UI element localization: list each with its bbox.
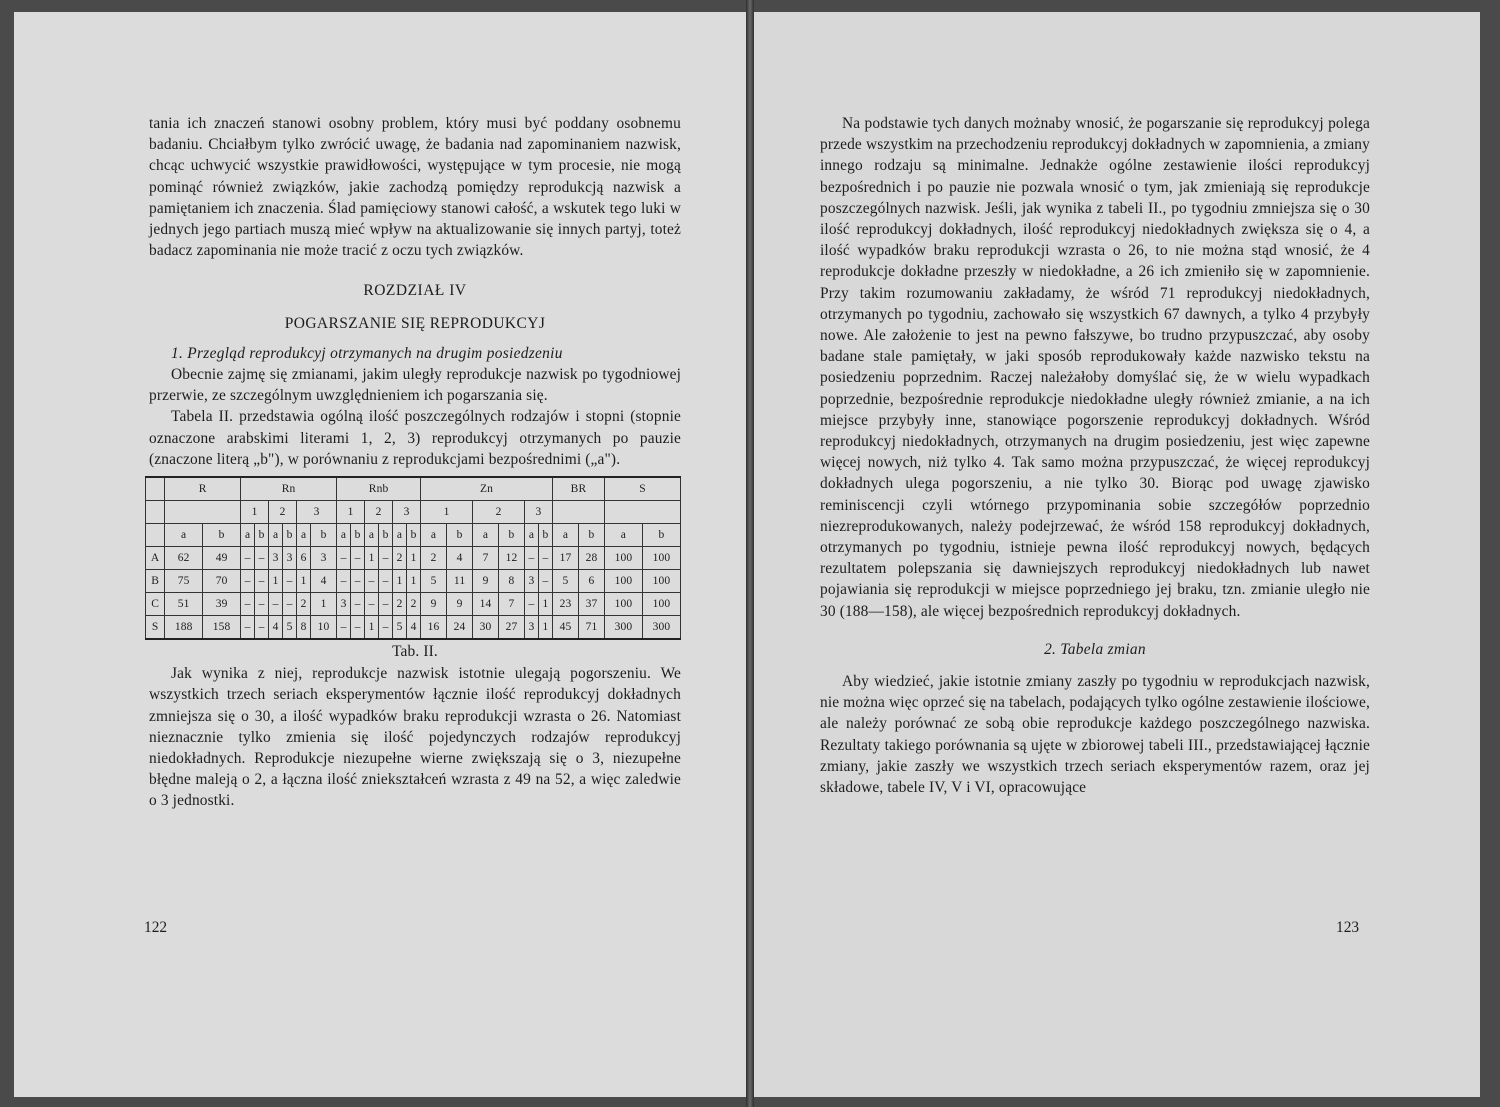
table-cell: – xyxy=(351,593,365,616)
table-cell: 1 xyxy=(311,593,337,616)
section-1-heading: 1. Przegląd reprodukcyj otrzymanych na drugim posiedzeniu xyxy=(171,344,563,362)
table-cell: – xyxy=(337,616,351,640)
row-label: S xyxy=(146,616,165,640)
table-cell: – xyxy=(351,616,365,640)
right-paragraph-2: Aby wiedzieć, jakie istotnie zmiany zaszły po tygodniu w reprodukcjach nazwisk, nie można więc oprzeć się na tabelach, podających tylko ogólne zestawienie ilościowe, ale należy porównać ze sobą obie reprodukcje każdego poszczególnego nazwiska. Rezultaty takiego porównania są ujęte w zbiorowej tabeli III., przedstawiającej łącznie zmiany, jakie zaszły we wszystkich trzech seriach eksperymentów razem, oraz jej składowe, tabele IV, V i VI, opracowujące xyxy=(820,673,1370,797)
table-ab-header: a xyxy=(337,524,351,547)
table-cell: – xyxy=(283,570,297,593)
table-ab-header: b xyxy=(351,524,365,547)
table-degree-header: 1 xyxy=(241,501,269,524)
table-cell: 5 xyxy=(421,570,447,593)
table-cell: 300 xyxy=(604,616,642,640)
table-cell: 1 xyxy=(539,593,553,616)
table-cell: 4 xyxy=(447,547,473,570)
table-cell: – xyxy=(379,616,393,640)
table-ab-header: b xyxy=(499,524,525,547)
left-paragraph-1: tania ich znaczeń stanowi osobny problem, który musi być poddany osobnemu badaniu. Chciałbym tylko zwrócić uwagę, że badania nad zapominaniem nazwisk, chcąc uchwycić wszystkie prawidłowości, występujące w tym procesie, nie mogą pominąć również związków, jakie zachodzą pomiędzy reprodukcją nazwisk a pamiętaniem ich znaczenia. Ślad pamięciowy stanowi całość, a wskutek tego luki w jednych jego partiach muszą mieć wpływ na aktualizowanie się innych partyj, toteż badacz zapominania nie może tracić z oczu tych związków. xyxy=(149,115,681,260)
table-ab-header: a xyxy=(473,524,499,547)
table-degree-header: 1 xyxy=(337,501,365,524)
table-cell: – xyxy=(379,570,393,593)
table-cell: 27 xyxy=(499,616,525,640)
left-paragraph-4: Jak wynika z niej, reprodukcje nazwisk istotnie ulegają pogorszeniu. We wszystkich trzech seriach eksperymentów łącznie ilość reprodukcyj dokładnych zmniejsza się o 30, a ilość wypadków braku reprodukcji wzrasta o 26. Natomiast nieznacznie tylko zmienia się ilość pojedynczych rodzajów reprodukcyj niedokładnych. Reprodukcje niezupełne wierne zwiększają się o 3, niezupełne błędne maleją o 2, a łączna ilość zniekształceń wzrasta z 49 na 52, a więc zaledwie o 3 jednostki. xyxy=(149,665,681,810)
table-cell: 100 xyxy=(642,570,680,593)
table-cell: 2 xyxy=(393,593,407,616)
table-cell: 2 xyxy=(297,593,311,616)
right-paragraph-1: Na podstawie tych danych możnaby wnosić, że pogarszanie się reprodukcyj polega przede wszystkim na przechodzeniu reprodukcyj dokładnych w zapomnienia, a zmiany innego rodzaju są minimalne. Jednakże ogólne zestawienie ilości reprodukcyj bezpośrednich i po pauzie nie pozwala wnosić o tym, jak zmieniają się reprodukcje poszczególnych nazwisk. Jeśli, jak wynika z tabeli II., po tygodniu zmniejsza się o 30 ilość reprodukcyj dokładnych, ilość reprodukcyj niedokładnych zwiększa się o 4, a ilość wypadków braku reprodukcji wzrasta o 26, to nie można stąd wnosić, że 4 reprodukcje dokładne przeszły w niedokładne, a 26 ich zmieniło się w zapomnienie. Przy takim rozumowaniu zakładamy, że wśród 71 reprodukcyj niedokładnych, otrzymanych po tygodniu, zachowało się wszystkich 67 dawnych, a tylko 4 przybyły nowe. Ale założenie to jest na pewno fałszywe, bo trudno przypuszczać, aby osoby badane stale pamiętały, w jaki sposób reprodukowały każde nazwisko tekstu na posiedzeniu poprzednim. Raczej należałoby domyślać się, że w wielu wypadkach poprzednie, bezpośrednie reprodukcje niedokładne uległy również zmianie, a na ich miejsce przybyły inne, stanowiące pogorszenie reprodukcyj dokładnych. Wśród reprodukcyj niedokładnych, otrzymanych na drugim posiedzeniu, jest więc zapewne więcej nowych, niż tylko 4. Tak samo można przypuszczać, że więcej reprodukcyj dokładnych ulega pogorszeniu, a nie tylko 30. Biorąc pod uwagę zjawisko reminiscencji czyli wtórnego przypominania sobie szczegółów poprzednio niezreprodukowanych, należy podejrzewać, że wśród 158 reprodukcyj dokładnych, otrzymanych po tygodniu, istnieje pewna ilość reprodukcyj nowych, będących rezultatem polepszania się dawniejszych reprodukcyj niedokładnych lub nawet pojawiania się reprodukcji w miejsce poprzedniego jej braku, tzn. zmianie uległo nie 30 (188—158), ale więcej bezpośrednich reprodukcyj dokładnych. xyxy=(820,115,1370,620)
table-cell: 2 xyxy=(407,593,421,616)
table-cell: 9 xyxy=(421,593,447,616)
table-cell: 4 xyxy=(269,616,283,640)
table-ab-header: a xyxy=(421,524,447,547)
table-cell: – xyxy=(255,616,269,640)
chapter-heading: ROZDZIAŁ IV xyxy=(363,282,467,300)
table-cell: 51 xyxy=(165,593,203,616)
table-group-header: Rn xyxy=(241,477,337,501)
table-cell: 62 xyxy=(165,547,203,570)
table-cell: 49 xyxy=(203,547,241,570)
table-ab-header: a xyxy=(365,524,379,547)
table-cell: 70 xyxy=(203,570,241,593)
table-ab-header: a xyxy=(165,524,203,547)
right-text-column xyxy=(820,113,1370,798)
table-ab-header: a xyxy=(241,524,255,547)
table-degree-header: 1 xyxy=(421,501,473,524)
table-degree-header: 2 xyxy=(473,501,525,524)
table-cell: – xyxy=(255,547,269,570)
left-text-column xyxy=(149,113,681,812)
table-cell: 158 xyxy=(203,616,241,640)
page-number-right: 123 xyxy=(1336,919,1360,936)
table-cell: 2 xyxy=(393,547,407,570)
table-cell: – xyxy=(337,570,351,593)
table-cell: 17 xyxy=(553,547,579,570)
table-header-degrees xyxy=(146,501,681,524)
row-label: A xyxy=(146,547,165,570)
table-cell: – xyxy=(255,593,269,616)
table-cell: 24 xyxy=(447,616,473,640)
table-cell: 39 xyxy=(203,593,241,616)
table-cell: 10 xyxy=(311,616,337,640)
table-ab-header: b xyxy=(578,524,604,547)
table-cell: – xyxy=(525,547,539,570)
table-caption: Tab. II. xyxy=(392,643,438,661)
table-cell: 3 xyxy=(311,547,337,570)
table-cell: 5 xyxy=(283,616,297,640)
table-cell: 30 xyxy=(473,616,499,640)
table-cell: 4 xyxy=(407,616,421,640)
table-cell: 8 xyxy=(297,616,311,640)
table-cell: – xyxy=(241,547,255,570)
table-ab-header: a xyxy=(269,524,283,547)
table-cell: 16 xyxy=(421,616,447,640)
page-number-left: 122 xyxy=(144,919,168,936)
table-cell: 1 xyxy=(365,547,379,570)
row-label: C xyxy=(146,593,165,616)
table-cell: 7 xyxy=(499,593,525,616)
table-cell: – xyxy=(365,570,379,593)
table-cell: 28 xyxy=(578,547,604,570)
table-cell: 1 xyxy=(407,570,421,593)
table-cell: 1 xyxy=(393,570,407,593)
table-group-header: R xyxy=(165,477,241,501)
table-cell: 188 xyxy=(165,616,203,640)
table-degree-header: 3 xyxy=(393,501,421,524)
table-degree-header: 3 xyxy=(525,501,553,524)
table-row xyxy=(146,593,681,616)
table-cell: – xyxy=(241,616,255,640)
table-ab-header: a xyxy=(553,524,579,547)
table-cell: 6 xyxy=(578,570,604,593)
table-cell: 100 xyxy=(642,547,680,570)
left-paragraph-2: Obecnie zajmę się zmianami, jakim uległy reprodukcje nazwisk po tygodniowej przerwie, ze szczególnym uwzględnieniem ich pogarszania się. xyxy=(149,366,681,405)
table-cell: 11 xyxy=(447,570,473,593)
table-degree-header: 2 xyxy=(365,501,393,524)
table-group-header: BR xyxy=(553,477,605,501)
table-cell: – xyxy=(269,593,283,616)
table-cell: 23 xyxy=(553,593,579,616)
table-cell: 9 xyxy=(473,570,499,593)
table-cell: 2 xyxy=(421,547,447,570)
table-cell: 100 xyxy=(604,593,642,616)
table-cell: 1 xyxy=(297,570,311,593)
table-cell: – xyxy=(241,570,255,593)
table-cell: 5 xyxy=(553,570,579,593)
table-ab-header: b xyxy=(539,524,553,547)
table-ii xyxy=(145,476,681,640)
table-cell: 45 xyxy=(553,616,579,640)
table-group-header: S xyxy=(604,477,680,501)
table-cell: 7 xyxy=(473,547,499,570)
book-gutter xyxy=(746,0,754,1107)
table-cell: – xyxy=(283,593,297,616)
table-cell: 1 xyxy=(407,547,421,570)
table-cell: – xyxy=(379,593,393,616)
table-header-ab xyxy=(146,524,681,547)
table-degree-header: 2 xyxy=(269,501,297,524)
table-ab-header: a xyxy=(604,524,642,547)
table-cell: 3 xyxy=(337,593,351,616)
table-header-groups xyxy=(146,477,681,501)
table-cell: – xyxy=(525,593,539,616)
table-degree-header: 3 xyxy=(297,501,337,524)
table-row xyxy=(146,616,681,640)
table-ab-header: a xyxy=(393,524,407,547)
table-group-header: Zn xyxy=(421,477,553,501)
table-cell: 37 xyxy=(578,593,604,616)
table-cell: – xyxy=(379,547,393,570)
table-cell: 5 xyxy=(393,616,407,640)
table-ab-header: b xyxy=(311,524,337,547)
table-ab-header: b xyxy=(283,524,297,547)
table-cell: 1 xyxy=(539,616,553,640)
left-page xyxy=(14,12,746,1097)
table-cell: 8 xyxy=(499,570,525,593)
table-cell: 300 xyxy=(642,616,680,640)
right-page xyxy=(754,12,1480,1097)
table-cell: – xyxy=(337,547,351,570)
row-label: B xyxy=(146,570,165,593)
table-ab-header: a xyxy=(297,524,311,547)
table-cell: 100 xyxy=(604,570,642,593)
table-ab-header: b xyxy=(379,524,393,547)
table-cell: 1 xyxy=(269,570,283,593)
table-group-header: Rnb xyxy=(337,477,421,501)
table-cell: 14 xyxy=(473,593,499,616)
table-ab-header: b xyxy=(255,524,269,547)
table-cell: – xyxy=(241,593,255,616)
left-paragraph-3: Tabela II. przedstawia ogólną ilość poszczególnych rodzajów i stopni (stopnie oznaczone arabskimi literami 1, 2, 3) reprodukcyj otrzymanych po pauzie (znaczone literą „b"), w porównaniu z reprodukcjami bezpośrednimi („a"). xyxy=(149,408,681,468)
table-cell: 3 xyxy=(283,547,297,570)
table-ab-header: b xyxy=(203,524,241,547)
table-cell: 9 xyxy=(447,593,473,616)
table-ab-header: b xyxy=(447,524,473,547)
table-corner xyxy=(146,477,165,501)
table-cell: 100 xyxy=(604,547,642,570)
table-cell: – xyxy=(365,593,379,616)
table-cell: – xyxy=(351,547,365,570)
table-ab-header: b xyxy=(642,524,680,547)
table-cell: 3 xyxy=(525,616,539,640)
table-row xyxy=(146,570,681,593)
table-cell: 75 xyxy=(165,570,203,593)
table-cell: 3 xyxy=(269,547,283,570)
table-cell: – xyxy=(539,570,553,593)
table-cell: 3 xyxy=(525,570,539,593)
table-ab-header: a xyxy=(525,524,539,547)
table-cell: 1 xyxy=(365,616,379,640)
table-cell: – xyxy=(539,547,553,570)
table-cell: 6 xyxy=(297,547,311,570)
table-cell: 4 xyxy=(311,570,337,593)
table-cell: – xyxy=(255,570,269,593)
table-cell: 100 xyxy=(642,593,680,616)
chapter-title: POGARSZANIE SIĘ REPRODUKCYJ xyxy=(284,314,546,332)
table-cell: – xyxy=(351,570,365,593)
table-row xyxy=(146,547,681,570)
table-cell: 71 xyxy=(578,616,604,640)
table-ab-header: b xyxy=(407,524,421,547)
section-2-heading: 2. Tabela zmian xyxy=(1044,640,1146,658)
table-cell: 12 xyxy=(499,547,525,570)
